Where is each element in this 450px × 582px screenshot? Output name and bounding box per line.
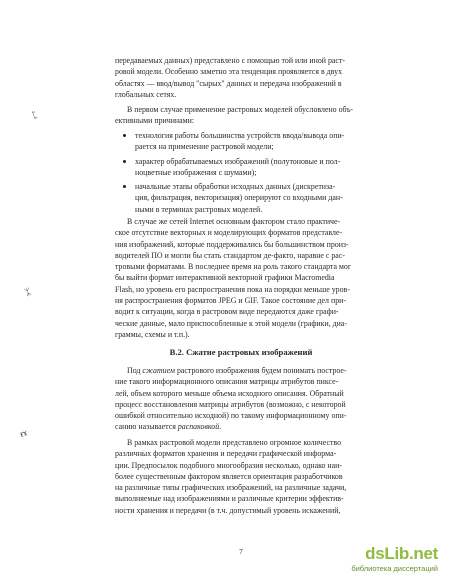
bullet-list [115,130,367,215]
watermark-logo: dsLib.net [365,544,438,563]
text-line: различных форматов хранения и передачи графической информа- [115,449,337,459]
margin-mark: ᛯ [23,286,32,298]
list-item [115,130,367,153]
text-run: Под [127,366,143,375]
text-line: В рамках растровой модели представлено огромное количество [127,438,342,447]
list-item [115,156,367,179]
text-line: на различные типы графических изображений, на различные задачи, [115,483,347,493]
text-line: ошибкой относительно исходной) по такому информационному опи- [115,411,347,421]
text-line: лей, объем которого меньше объема исходного описания. Обратный [115,388,344,398]
text-line: передаваемых данных) представлено с помощью той или иной раст- [115,56,345,65]
text-line [115,365,367,376]
text-line: бы выйти формат интерактивной векторной графики Macromedia [115,273,335,283]
text-line: водителей ПО и могли бы стать стандартом де-факто, наравне с рас- [115,250,345,260]
text-line: ние такого информационного описания матрицы атрибутов пиксе- [115,377,339,387]
term-sjatie: сжатием [142,366,175,375]
paragraph-5 [115,437,367,516]
text-line: ское отсутствие векторных и моделирующих форматов представле- [115,228,343,238]
bullet-icon [123,134,126,137]
bullet-icon [123,185,126,188]
text-line: ня распространения форматов JPEG и GIF. Такое состояние дел при- [115,296,346,306]
text-line: технология работы большинства устройств ввода/вывода опи- [135,131,345,140]
paragraph-3 [115,216,367,340]
text-line: областях — ввод/вывод "сырых" данных и передача изображений в [115,78,342,88]
text-line: В случае же сетей Internet основным фактором стало практиче- [127,217,341,226]
text-line: Flash, но уровень его распространения пока на порядки меньше уров- [115,284,350,294]
text-line: ными в терминах растровых моделей. [135,204,263,214]
paragraph-1 [115,55,367,100]
watermark [318,544,438,576]
text-line: граммы, схемы и т.п.). [115,329,190,339]
text-line: ноцветные изображения с шумами); [135,167,257,177]
text-line: ективными причинами: [115,116,195,126]
text-line: начальные этапы обработки исходных данных (дискретиза- [135,182,336,192]
text-line: выполняемые над изображениями и различные критерии эффектив- [115,494,344,504]
section-title: B.2. Сжатие растровых изображений [169,347,313,357]
text-run: . [219,422,222,432]
text-run: санию называется [115,422,178,432]
margin-mark: ᛈ [30,109,39,121]
text-run: растрового изображения будем понимать построе- [174,366,347,375]
text-line: ния изображений, которые поддерживались бы большинством произ- [115,239,349,249]
text-line [115,421,367,432]
paragraph-4 [115,365,367,433]
text-line: характер обрабатываемых изображений (полутоновые и пол- [135,156,341,166]
text-line: тровыми форматами. В последнее время на роль такого стандарта мог [115,262,352,272]
page-number: 7 [239,547,243,556]
text-line: ровой модели. Особенно заметно эта тенденция проявляется в двух [115,67,343,77]
bullet-icon [123,160,126,163]
paragraph-2 [115,104,367,127]
text-line: В первом случае применение растровых моделей обусловлено объ- [127,105,354,114]
list-item [115,181,367,215]
margin-mark: ɍɤ [18,427,29,439]
text-line: процесс восстановления матрицы атрибутов (возможно, с некоторой [115,399,346,409]
text-line: водит к ситуации, когда в растровом виде передаются даже графи- [115,307,339,317]
watermark-subtitle: библиотека диссертаций [351,564,438,573]
text-line: рается на применение растровой модели; [135,142,274,152]
text-line: глобальных сетях. [115,89,177,99]
text-line: ция, фильтрация, векторизация) оперируют со входными дан- [135,193,343,203]
text-line: ности хранения и передачи (в т.ч. допустимый уровень искажений, [115,505,341,515]
term-raspakovka: распаковкой [177,422,220,432]
text-line: ческие данные, мало приспособленные к этой модели (графики, диа- [115,318,348,328]
text-line: ции. Предпосылок подобного многообразия несколько, однако наи- [115,460,343,470]
text-line: более существенным фактором является ориентация разработчиков [115,471,343,481]
